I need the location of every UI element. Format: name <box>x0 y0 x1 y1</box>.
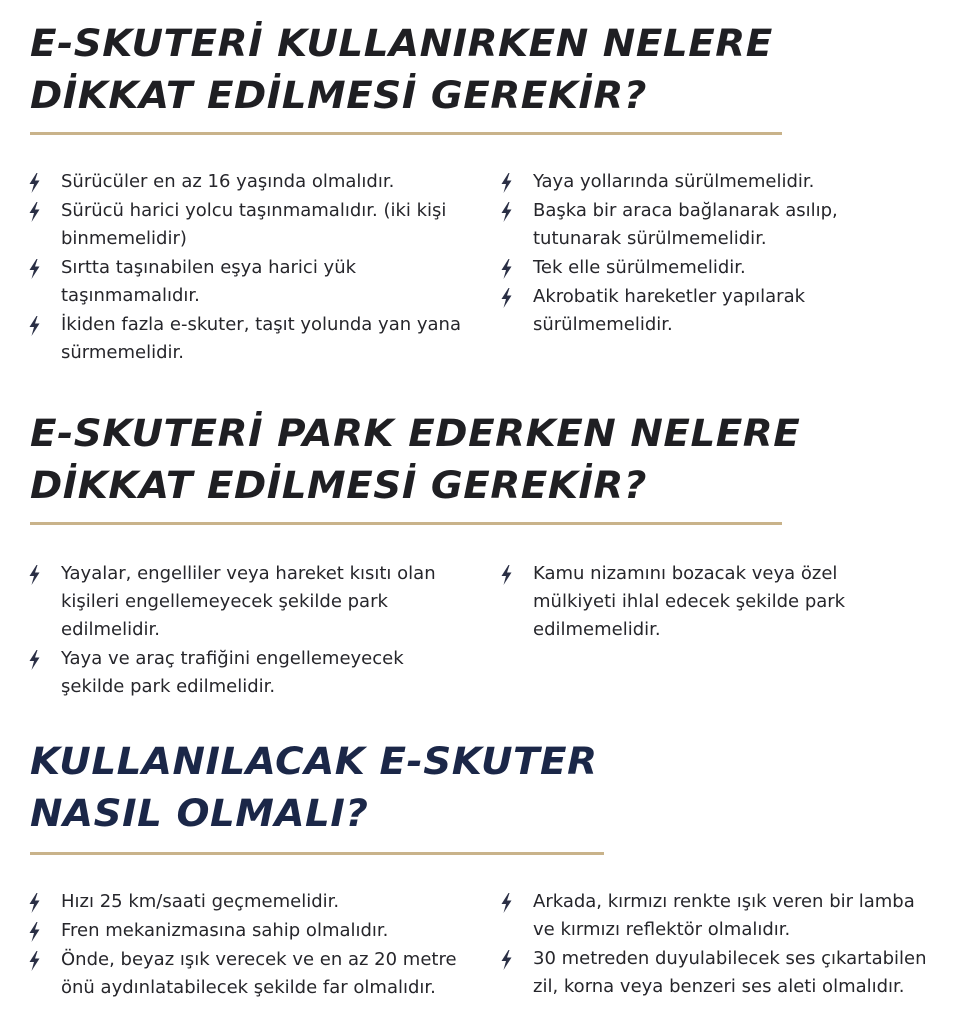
rule-list-left <box>28 560 466 702</box>
lightning-bolt-icon <box>500 259 513 279</box>
rule-list-right <box>500 560 900 645</box>
list-item: Hızı 25 km/saati geçmemelidir. <box>28 888 468 916</box>
title-line: DİKKAT EDİLMESİ GEREKİR? <box>30 464 647 507</box>
lightning-bolt-icon <box>28 922 41 942</box>
list-item: Sürücüler en az 16 yaşında olmalıdır. <box>28 168 478 196</box>
title-line: NASIL OLMALI? <box>30 792 369 835</box>
list-item: Fren mekanizmasına sahip olmalıdır. <box>28 917 468 945</box>
section-title <box>30 18 773 122</box>
lightning-bolt-icon <box>28 316 41 336</box>
rule-list-left <box>28 168 478 368</box>
list-item: Başka bir araca bağlanarak asılıp, tutunarak sürülmemelidir. <box>500 197 900 253</box>
list-item: Yaya ve araç trafiğini engellemeyecek şekilde park edilmelidir. <box>28 645 466 701</box>
list-item: Kamu nizamını bozacak veya özel mülkiyeti ihlal edecek şekilde park edilmemelidir. <box>500 560 900 644</box>
gold-divider <box>30 522 782 525</box>
rule-list-right <box>500 888 940 1002</box>
lightning-bolt-icon <box>28 951 41 971</box>
lightning-bolt-icon <box>28 259 41 279</box>
title-line: KULLANILACAK E-SKUTER <box>30 740 598 783</box>
rule-list-left <box>28 888 468 1003</box>
lightning-bolt-icon <box>500 893 513 913</box>
list-item: Sırtta taşınabilen eşya harici yük taşınmamalıdır. <box>28 254 478 310</box>
title-line: E-SKUTERİ PARK EDERKEN NELERE <box>30 412 801 455</box>
rule-list-right <box>500 168 900 340</box>
list-item: İkiden fazla e-skuter, taşıt yolunda yan yana sürmemelidir. <box>28 311 478 367</box>
lightning-bolt-icon <box>500 288 513 308</box>
lightning-bolt-icon <box>28 173 41 193</box>
list-item: Önde, beyaz ışık verecek ve en az 20 metre önü aydınlatabilecek şekilde far olmalıdır. <box>28 946 468 1002</box>
lightning-bolt-icon <box>28 893 41 913</box>
gold-divider <box>30 132 782 135</box>
list-item: Akrobatik hareketler yapılarak sürülmemelidir. <box>500 283 900 339</box>
lightning-bolt-icon <box>28 202 41 222</box>
list-item: Yayalar, engelliler veya hareket kısıtı olan kişileri engellemeyecek şekilde park edilmelidir. <box>28 560 466 644</box>
title-line: E-SKUTERİ KULLANIRKEN NELERE <box>30 22 773 65</box>
section-title <box>30 408 800 512</box>
list-item: Sürücü harici yolcu taşınmamalıdır. (iki kişi binmemelidir) <box>28 197 478 253</box>
list-item: Arkada, kırmızı renkte ışık veren bir lamba ve kırmızı reflektör olmalıdır. <box>500 888 940 944</box>
lightning-bolt-icon <box>28 565 41 585</box>
lightning-bolt-icon <box>500 565 513 585</box>
title-line: DİKKAT EDİLMESİ GEREKİR? <box>30 74 647 117</box>
list-item: Yaya yollarında sürülmemelidir. <box>500 168 900 196</box>
section-title <box>30 736 598 840</box>
gold-divider <box>30 852 604 855</box>
lightning-bolt-icon <box>500 173 513 193</box>
lightning-bolt-icon <box>28 650 41 670</box>
list-item: Tek elle sürülmemelidir. <box>500 254 900 282</box>
list-item: 30 metreden duyulabilecek ses çıkartabilen zil, korna veya benzeri ses aleti olmalıdır. <box>500 945 940 1001</box>
lightning-bolt-icon <box>500 950 513 970</box>
lightning-bolt-icon <box>500 202 513 222</box>
